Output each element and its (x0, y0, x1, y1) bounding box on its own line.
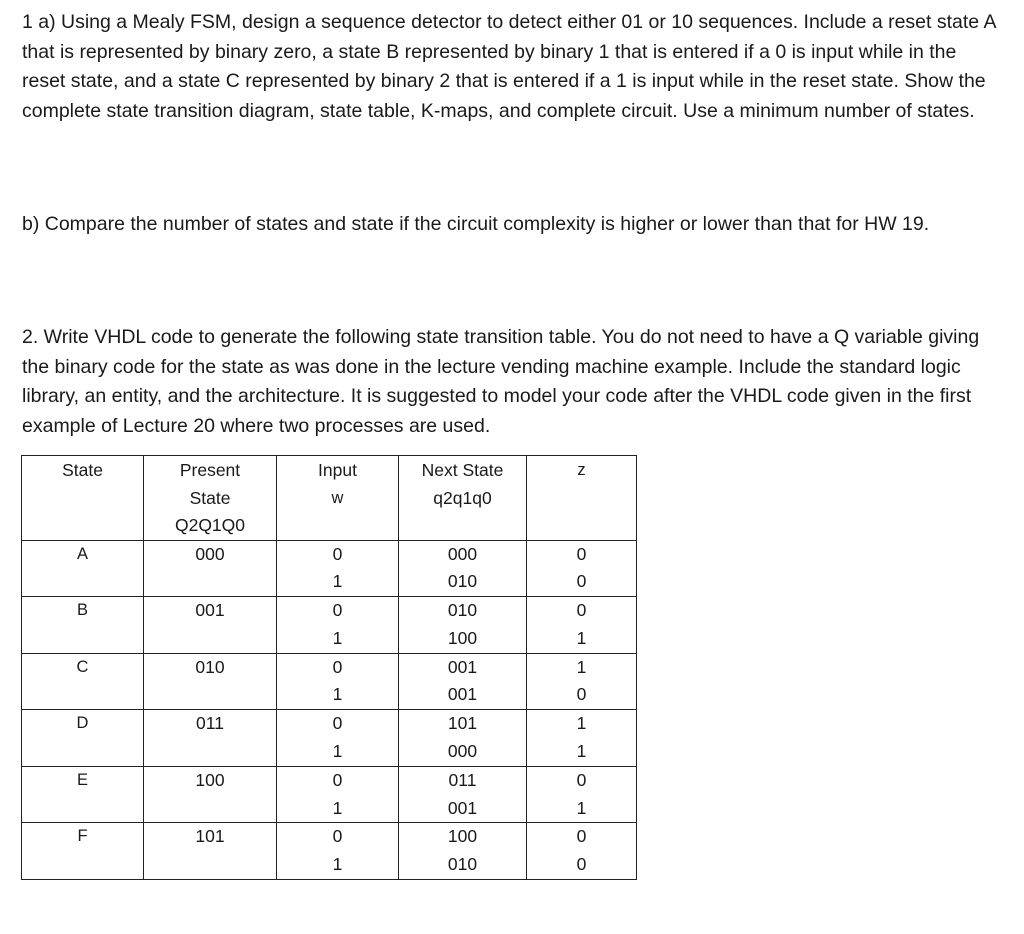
input-w-cell: 0 (277, 540, 399, 568)
state-transition-table (21, 455, 637, 880)
state-cell: D (22, 710, 144, 738)
present-state-cell (144, 681, 277, 709)
next-state-cell: 010 (399, 568, 527, 596)
input-w-cell: 0 (277, 710, 399, 738)
header-next-state: Next State q2q1q0 (399, 456, 527, 541)
next-state-cell: 101 (399, 710, 527, 738)
input-w-cell: 0 (277, 597, 399, 625)
state-cell: A (22, 540, 144, 568)
output-z-cell: 0 (527, 597, 637, 625)
present-state-cell (144, 738, 277, 766)
table-row (22, 568, 637, 596)
state-cell: E (22, 766, 144, 794)
next-state-cell: 011 (399, 766, 527, 794)
present-state-cell: 001 (144, 597, 277, 625)
next-state-cell: 001 (399, 653, 527, 681)
table-row (22, 653, 637, 681)
table-row (22, 851, 637, 879)
input-w-cell: 0 (277, 653, 399, 681)
table-row (22, 823, 637, 851)
input-w-cell: 1 (277, 681, 399, 709)
next-state-cell: 001 (399, 681, 527, 709)
input-w-cell: 1 (277, 795, 399, 823)
next-state-cell: 100 (399, 625, 527, 653)
state-cell: F (22, 823, 144, 851)
table-row (22, 738, 637, 766)
header-present-state: Present State Q2Q1Q0 (144, 456, 277, 541)
input-w-cell: 1 (277, 625, 399, 653)
input-w-cell: 1 (277, 568, 399, 596)
output-z-cell: 1 (527, 795, 637, 823)
state-cell (22, 625, 144, 653)
state-cell: C (22, 653, 144, 681)
state-cell (22, 681, 144, 709)
output-z-cell: 0 (527, 568, 637, 596)
present-state-cell (144, 625, 277, 653)
question-1a-text: 1 a) Using a Mealy FSM, design a sequence detector to detect either 01 or 10 sequences. Include a reset state A that is represented by binary zero, a state B represented by binary 1 that is entered if a 0 is input while in the reset state, and a state C represented by binary 2 that is entered if a 1 is input while in the reset state. Show the complete state transition diagram, state table, K-maps, and complete circuit. Use a minimum number of states. (22, 11, 996, 122)
next-state-cell: 000 (399, 738, 527, 766)
output-z-cell: 1 (527, 625, 637, 653)
output-z-cell: 1 (527, 710, 637, 738)
output-z-cell: 0 (527, 766, 637, 794)
output-z-cell: 0 (527, 681, 637, 709)
present-state-cell: 101 (144, 823, 277, 851)
present-state-cell: 010 (144, 653, 277, 681)
output-z-cell: 1 (527, 653, 637, 681)
state-cell (22, 568, 144, 596)
header-output-z: z (527, 456, 637, 541)
next-state-cell: 100 (399, 823, 527, 851)
question-1b-text: b) Compare the number of states and state if the circuit complexity is higher or lower than that for HW 19. (22, 213, 930, 235)
table-row (22, 597, 637, 625)
output-z-cell: 0 (527, 851, 637, 879)
input-w-cell: 0 (277, 823, 399, 851)
table-row (22, 681, 637, 709)
present-state-cell (144, 795, 277, 823)
input-w-cell: 0 (277, 766, 399, 794)
present-state-cell (144, 851, 277, 879)
table-row (22, 540, 637, 568)
table-row (22, 766, 637, 794)
table-row (22, 625, 637, 653)
next-state-cell: 000 (399, 540, 527, 568)
question-2-text: 2. Write VHDL code to generate the following state transition table. You do not need to have a Q variable giving the binary code for the state as was done in the lecture vending machine example. Include the standard logic library, an entity, and the architecture. It is suggested to model your code after the VHDL code given in the first example of Lecture 20 where two processes are used. (22, 326, 980, 437)
state-cell (22, 795, 144, 823)
output-z-cell: 0 (527, 540, 637, 568)
next-state-cell: 001 (399, 795, 527, 823)
present-state-cell: 011 (144, 710, 277, 738)
next-state-cell: 010 (399, 851, 527, 879)
table-row (22, 710, 637, 738)
state-cell: B (22, 597, 144, 625)
table-header-row (22, 456, 637, 541)
present-state-cell: 000 (144, 540, 277, 568)
output-z-cell: 0 (527, 823, 637, 851)
present-state-cell: 100 (144, 766, 277, 794)
table-row (22, 795, 637, 823)
state-cell (22, 738, 144, 766)
next-state-cell: 010 (399, 597, 527, 625)
header-state: State (22, 456, 144, 541)
present-state-cell (144, 568, 277, 596)
input-w-cell: 1 (277, 851, 399, 879)
output-z-cell: 1 (527, 738, 637, 766)
state-cell (22, 851, 144, 879)
header-input: Input w (277, 456, 399, 541)
input-w-cell: 1 (277, 738, 399, 766)
